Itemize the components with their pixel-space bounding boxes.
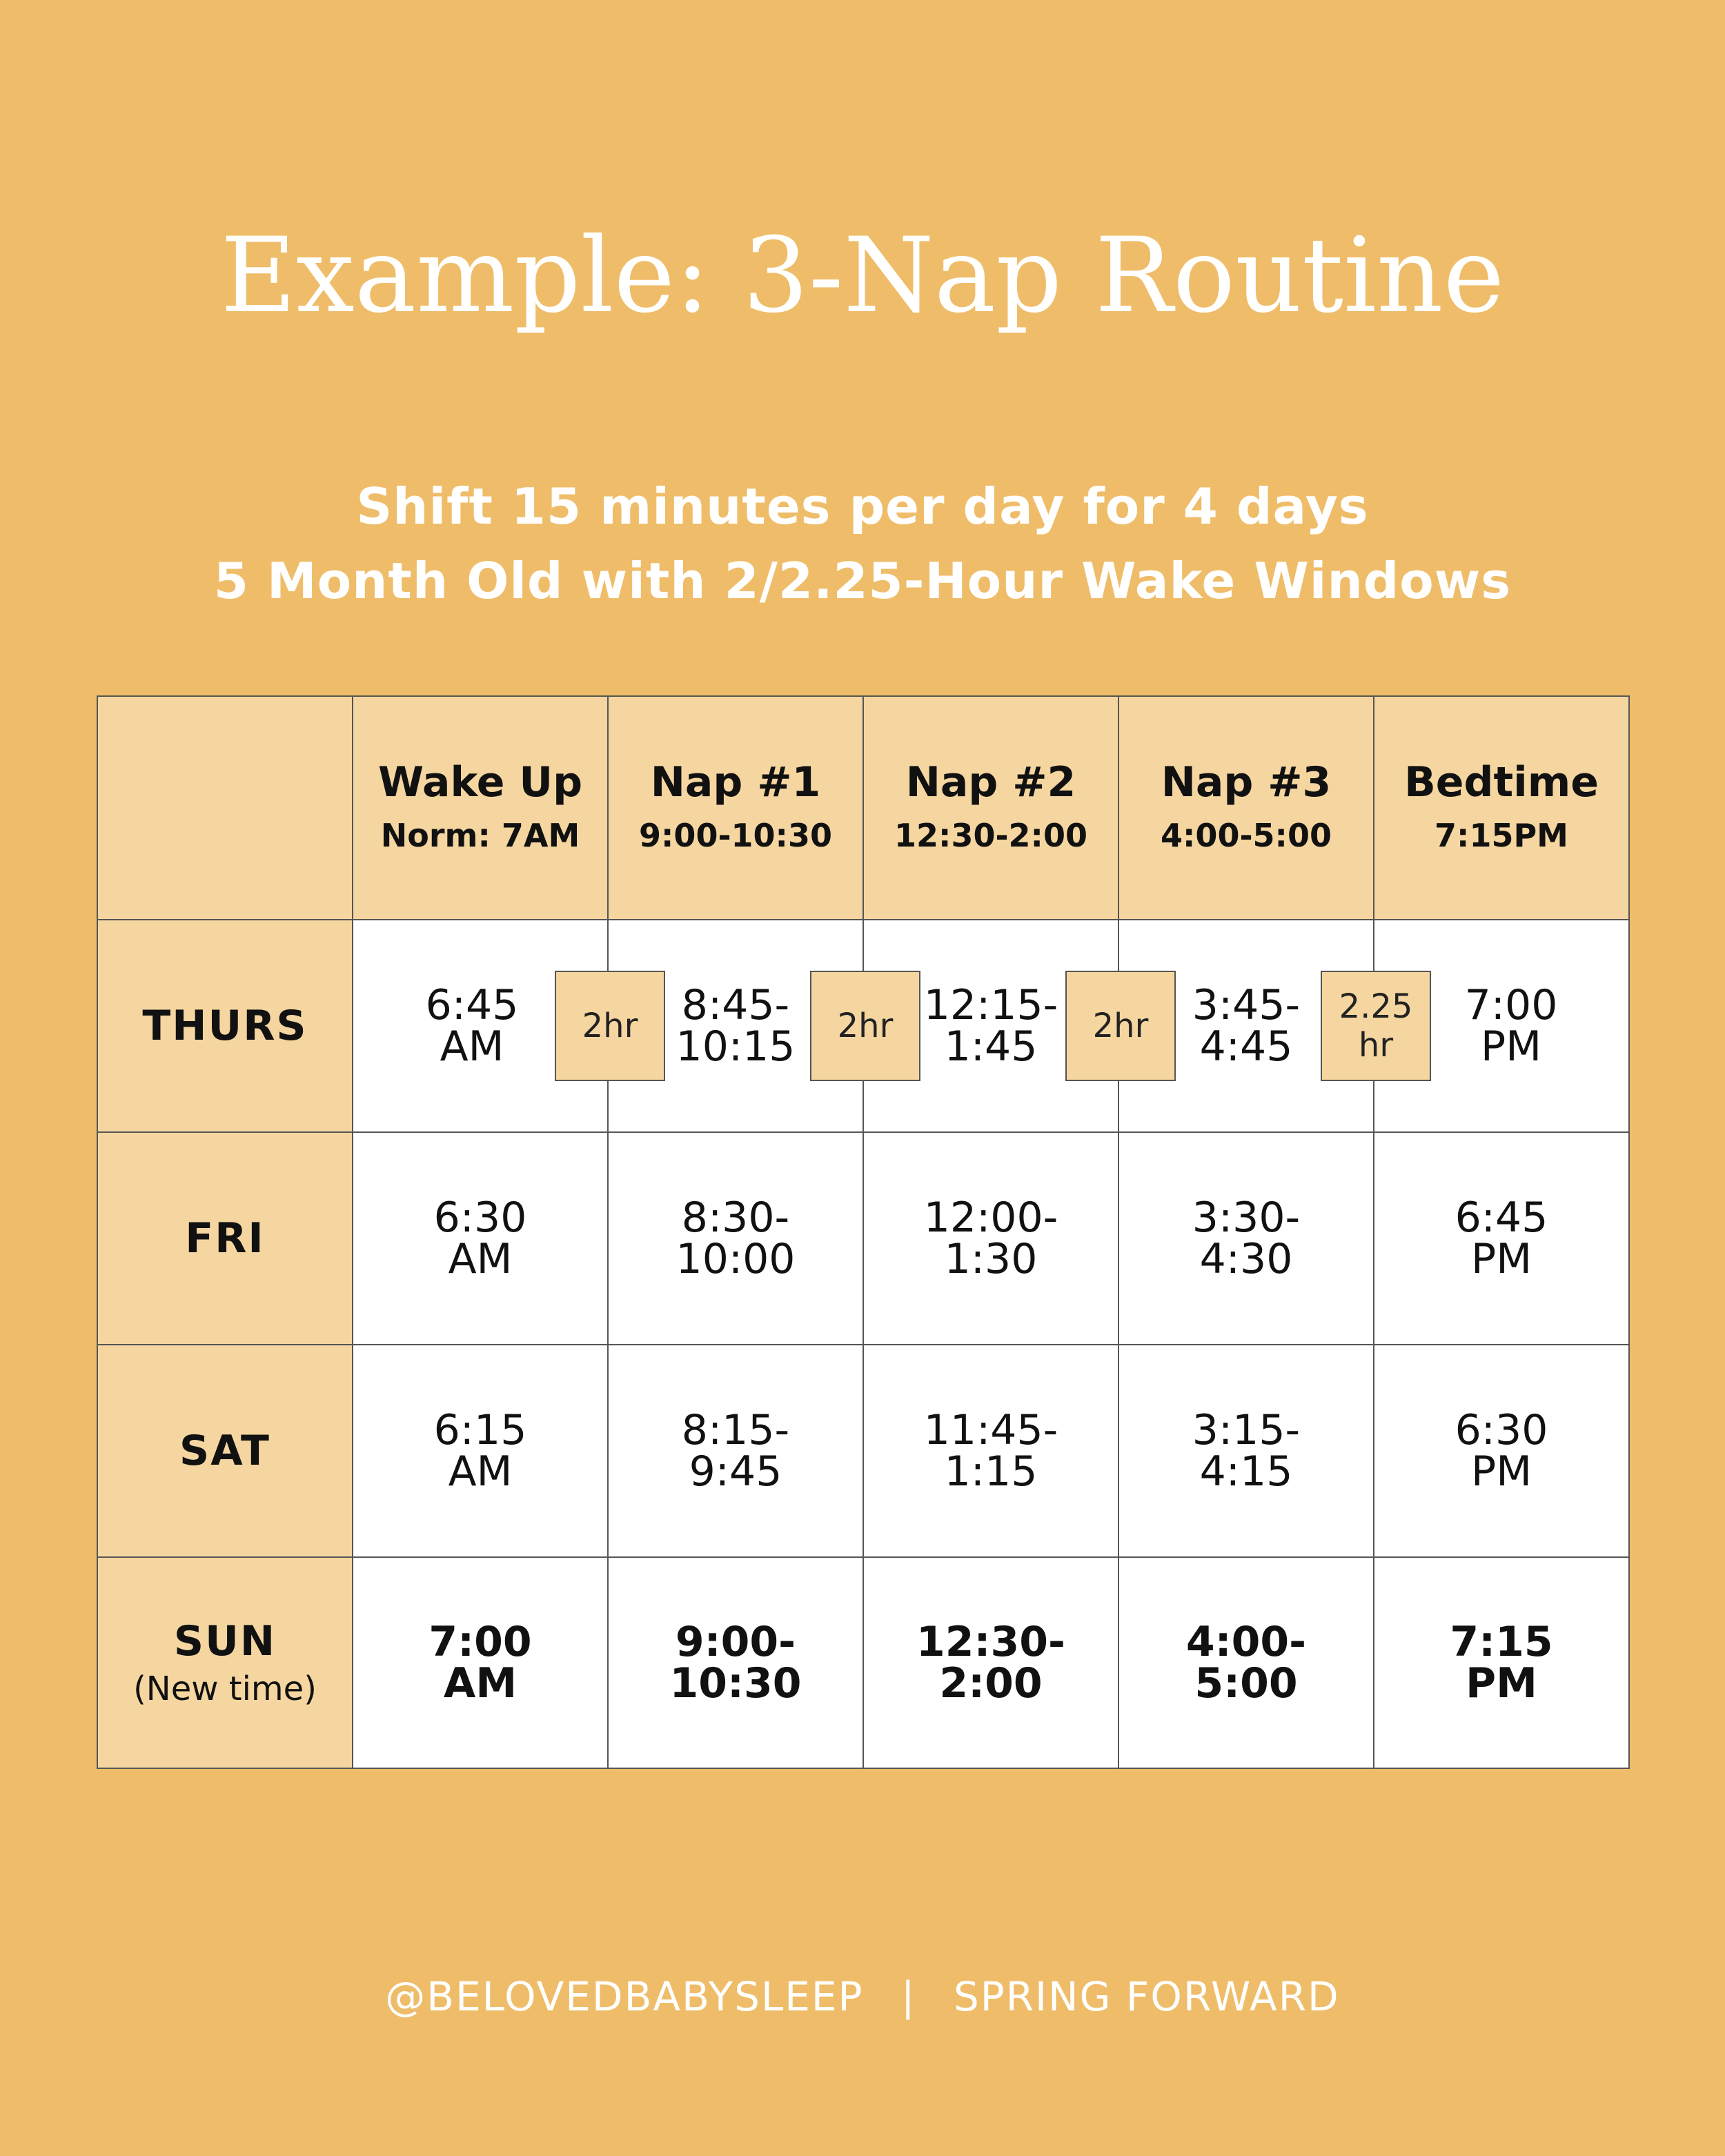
time-line-2: PM	[1471, 1235, 1532, 1283]
time-line-2: PM	[1471, 1447, 1532, 1496]
time-cell-nap-1	[608, 1557, 863, 1768]
time-line-2: AM	[448, 1235, 513, 1283]
row-sat	[97, 1345, 1629, 1557]
day-label: SAT	[179, 1427, 270, 1475]
time-line-2: 5:00	[1194, 1659, 1298, 1708]
time-line-1: 3:15-	[1192, 1406, 1301, 1454]
time-line-1: 3:30-	[1192, 1194, 1301, 1242]
time-line-2: AM	[448, 1447, 513, 1496]
time-line-2: 4:45	[1199, 1022, 1293, 1071]
time-cell-wake-up	[353, 920, 638, 1132]
column-subtitle: 7:15PM	[1435, 817, 1568, 854]
time-line-1: 12:15-	[923, 981, 1058, 1029]
time-cell-nap-2	[863, 1345, 1118, 1557]
time-cell-wake-up	[353, 1557, 608, 1768]
time-line-2: 1:15	[944, 1447, 1038, 1496]
time-line-2: 4:15	[1199, 1447, 1293, 1496]
wake-window-unit: hr	[1358, 1026, 1394, 1065]
footer-campaign: SPRING FORWARD	[953, 1973, 1340, 2020]
time-cell-nap-2	[863, 1132, 1118, 1345]
time-line-2: AM	[443, 1659, 518, 1708]
column-header-wake-up	[353, 696, 608, 920]
day-label-cell	[97, 920, 353, 1132]
day-label-cell	[97, 1557, 353, 1768]
day-label: FRI	[185, 1214, 265, 1263]
wake-window-badge	[810, 971, 920, 1081]
column-subtitle: 9:00-10:30	[639, 817, 832, 854]
column-header-nap-2	[863, 696, 1118, 920]
column-header-bedtime	[1374, 696, 1629, 920]
column-title: Nap #3	[1161, 758, 1332, 807]
time-line-1: 3:45-	[1192, 981, 1301, 1029]
wake-window-text: 2.25	[1339, 987, 1413, 1026]
row-fri	[97, 1132, 1629, 1345]
time-line-1: 6:15	[433, 1406, 527, 1454]
time-cell-nap-3	[1118, 1557, 1374, 1768]
day-label-cell	[97, 1132, 353, 1345]
time-line-1: 7:00	[428, 1618, 532, 1666]
time-line-2: PM	[1481, 1022, 1541, 1071]
time-line-2: AM	[440, 1022, 504, 1071]
time-cell-wake-up	[353, 1132, 608, 1345]
column-subtitle: 12:30-2:00	[894, 817, 1087, 854]
column-title: Nap #2	[905, 758, 1076, 807]
time-cell-wake-up	[353, 1345, 608, 1557]
column-subtitle: 4:00-5:00	[1161, 817, 1332, 854]
time-line-2: 9:45	[689, 1447, 782, 1496]
time-line-1: 11:45-	[923, 1406, 1058, 1454]
time-line-2: 10:30	[669, 1659, 802, 1708]
time-line-1: 6:30	[433, 1194, 527, 1242]
footer	[0, 1973, 1725, 2020]
time-line-1: 6:45	[1455, 1194, 1548, 1242]
time-cell-nap-3	[1118, 1132, 1374, 1345]
row-thurs	[97, 920, 1629, 1132]
subtitle	[0, 469, 1725, 618]
subtitle-line-2: 5 Month Old with 2/2.25-Hour Wake Windows	[213, 552, 1512, 610]
time-line-2: 1:45	[944, 1022, 1038, 1071]
corner-cell	[97, 696, 353, 920]
row-sun	[97, 1557, 1629, 1768]
time-line-2: 2:00	[939, 1659, 1043, 1708]
time-line-1: 8:30-	[681, 1194, 790, 1242]
time-line-1: 12:00-	[923, 1194, 1058, 1242]
column-header-nap-1	[608, 696, 863, 920]
column-title: Wake Up	[377, 758, 583, 807]
time-line-2: 10:00	[676, 1235, 796, 1283]
footer-separator: |	[900, 1973, 916, 2020]
time-line-2: 10:15	[676, 1022, 796, 1071]
time-line-2: 1:30	[944, 1235, 1038, 1283]
time-cell-bedtime	[1374, 1345, 1629, 1557]
wake-window-text: 2hr	[837, 1007, 894, 1045]
column-header-nap-3	[1118, 696, 1374, 920]
column-title: Bedtime	[1404, 758, 1599, 807]
day-label: SUN	[173, 1617, 277, 1665]
time-cell-nap-3	[1118, 1345, 1374, 1557]
time-cell-bedtime	[1374, 1557, 1629, 1768]
column-subtitle: Norm: 7AM	[380, 817, 580, 854]
time-line-2: 4:30	[1199, 1235, 1293, 1283]
time-cell-nap-1	[608, 1132, 863, 1345]
day-label: THURS	[142, 1002, 308, 1050]
wake-window-text: 2hr	[582, 1007, 638, 1045]
wake-window-badge	[1321, 971, 1431, 1081]
time-line-1: 6:45	[425, 981, 519, 1029]
time-cell-nap-1	[608, 1345, 863, 1557]
day-note: (New time)	[133, 1670, 317, 1708]
wake-window-badge	[1065, 971, 1176, 1081]
page-title: Example: 3-Nap Routine	[220, 216, 1505, 336]
time-line-1: 7:00	[1464, 981, 1558, 1029]
time-line-1: 8:15-	[681, 1406, 790, 1454]
time-cell-bedtime	[1374, 1132, 1629, 1345]
time-line-1: 9:00-	[675, 1618, 796, 1666]
time-line-2: PM	[1466, 1659, 1537, 1708]
time-line-1: 8:45-	[681, 981, 790, 1029]
time-line-1: 4:00-	[1185, 1618, 1307, 1666]
schedule-table	[97, 695, 1630, 1769]
time-cell-nap-2	[863, 1557, 1118, 1768]
subtitle-line-1: Shift 15 minutes per day for 4 days	[356, 477, 1369, 535]
wake-window-text: 2hr	[1092, 1007, 1149, 1045]
day-label-cell	[97, 1345, 353, 1557]
time-line-1: 7:15	[1450, 1618, 1553, 1666]
time-line-1: 6:30	[1455, 1406, 1548, 1454]
wake-window-badge	[555, 971, 665, 1081]
time-line-1: 12:30-	[916, 1618, 1065, 1666]
column-title: Nap #1	[650, 758, 821, 807]
header-row	[97, 696, 1629, 920]
footer-handle: @BELOVEDBABYSLEEP	[385, 1973, 864, 2020]
